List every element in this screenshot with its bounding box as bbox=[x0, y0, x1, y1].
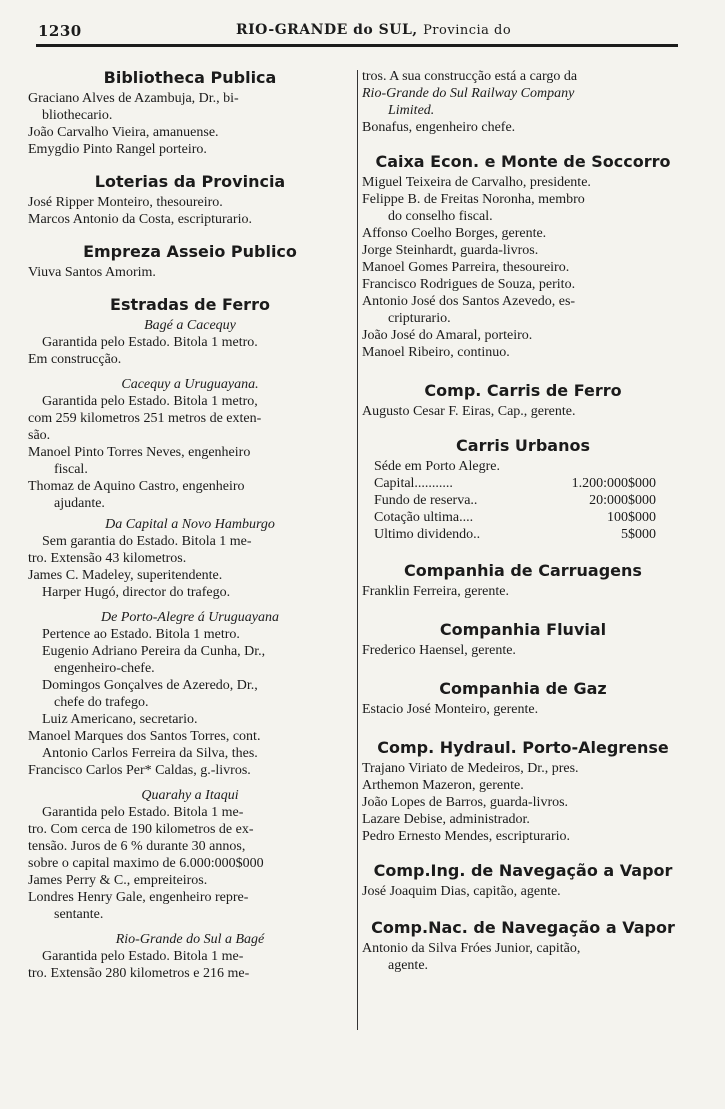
finance-value: 1.200:000$000 bbox=[571, 476, 656, 491]
entry-line: Trajano Viriato de Medeiros, Dr., pres. bbox=[362, 761, 579, 776]
column-divider bbox=[357, 70, 358, 1030]
entry-line: Em construcção. bbox=[28, 352, 122, 367]
right-column bbox=[362, 68, 684, 974]
entry-line: Frederico Haensel, gerente. bbox=[362, 643, 516, 658]
entry-line: Londres Henry Gale, engenheiro repre- bbox=[28, 890, 249, 905]
entry-line: Francisco Carlos Per* Caldas, g.-livros. bbox=[28, 763, 251, 778]
section-heading: Comp. Carris de Ferro bbox=[424, 381, 622, 400]
entry-line: Luiz Americano, secretario. bbox=[42, 712, 198, 727]
entry-line: sobre o capital maximo de 6.000:000$000 bbox=[28, 856, 264, 871]
entry-line: Affonso Coelho Borges, gerente. bbox=[362, 226, 547, 241]
entry-line: Pedro Ernesto Mendes, escripturario. bbox=[362, 829, 570, 844]
entry-line: Manoel Marques dos Santos Torres, cont. bbox=[28, 729, 261, 744]
entry-line: José Joaquim Dias, capitão, agente. bbox=[362, 884, 561, 899]
entry-line: Marcos Antonio da Costa, escripturario. bbox=[28, 212, 252, 227]
entry-line: tro. Extensão 43 kilometros. bbox=[28, 551, 187, 566]
running-title-main: RIO-GRANDE do SUL, bbox=[236, 22, 418, 38]
section-heading: Comp.Nac. de Navegação a Vapor bbox=[371, 918, 675, 937]
entry-line: Manoel Gomes Parreira, thesoureiro. bbox=[362, 260, 570, 275]
entry-line: João José do Amaral, porteiro. bbox=[362, 328, 533, 343]
entry-line: tensão. Juros de 6 % durante 30 annos, bbox=[28, 839, 246, 854]
entry-line: Garantida pelo Estado. Bitola 1 metro. bbox=[42, 335, 258, 350]
entry-line: com 259 kilometros 251 metros de exten- bbox=[28, 411, 262, 426]
finance-value: 5$000 bbox=[621, 527, 656, 542]
entry-line: tros. A sua construcção está a cargo da bbox=[362, 69, 578, 84]
header-rule bbox=[36, 44, 678, 47]
section-heading: Loterias da Provincia bbox=[94, 172, 286, 191]
finance-label: Cotação ultima.... bbox=[374, 510, 474, 525]
entry-line: tro. Extensão 280 kilometros e 216 me- bbox=[28, 966, 250, 981]
section-heading: Caixa Econ. e Monte de Soccorro bbox=[375, 152, 671, 171]
section-heading: Bibliotheca Publica bbox=[103, 68, 277, 87]
entry-line: agente. bbox=[388, 958, 429, 973]
entry-line: Lazare Debise, administrador. bbox=[362, 812, 530, 827]
entry-line: James Perry & C., empreiteiros. bbox=[28, 873, 208, 888]
finance-row bbox=[374, 492, 656, 509]
entry-line: chefe do trafego. bbox=[54, 695, 149, 710]
entry-line: são. bbox=[28, 428, 51, 443]
entry-line: Bonafus, engenheiro chefe. bbox=[362, 120, 516, 135]
entry-line: Viuva Santos Amorim. bbox=[28, 265, 156, 280]
finance-table bbox=[362, 458, 684, 543]
finance-label: Capital........... bbox=[374, 476, 453, 491]
entry-line: Eugenio Adriano Pereira da Cunha, Dr., bbox=[42, 644, 266, 659]
page-header bbox=[38, 22, 678, 42]
railway-title: De Porto-Alegre á Uruguayana bbox=[101, 610, 279, 625]
section-heading: Comp. Hydraul. Porto-Alegrense bbox=[377, 738, 669, 757]
page-number: 1230 bbox=[38, 22, 82, 40]
railway-title: Quarahy a Itaqui bbox=[141, 788, 239, 803]
entry-line: Harper Hugó, director do trafego. bbox=[42, 585, 231, 600]
finance-row bbox=[374, 509, 656, 526]
entry-line: Garantida pelo Estado. Bitola 1 me- bbox=[42, 949, 244, 964]
entry-line: do conselho fiscal. bbox=[388, 209, 493, 224]
finance-row bbox=[374, 475, 656, 492]
entry-line: Augusto Cesar F. Eiras, Cap., gerente. bbox=[362, 404, 576, 419]
entry-line: fiscal. bbox=[54, 462, 88, 477]
entry-line: Francisco Rodrigues de Souza, perito. bbox=[362, 277, 576, 292]
railway-title: Bagé a Cacequy bbox=[144, 318, 236, 333]
section-heading: Comp.Ing. de Navegação a Vapor bbox=[373, 861, 673, 880]
section-heading: Estradas de Ferro bbox=[110, 295, 270, 314]
entry-line: Estacio José Monteiro, gerente. bbox=[362, 702, 539, 717]
running-title-sub: Provincia do bbox=[423, 23, 512, 38]
entry-line: cripturario. bbox=[388, 311, 451, 326]
entry-line: tro. Com cerca de 190 kilometros de ex- bbox=[28, 822, 254, 837]
entry-line: Miguel Teixeira de Carvalho, presidente. bbox=[362, 175, 591, 190]
entry-line: Thomaz de Aquino Castro, engenheiro bbox=[28, 479, 245, 494]
entry-line: Franklin Ferreira, gerente. bbox=[362, 584, 509, 599]
finance-label: Fundo de reserva.. bbox=[374, 493, 478, 508]
section-heading: Companhia de Gaz bbox=[439, 679, 607, 698]
railway-title: Rio-Grande do Sul a Bagé bbox=[115, 932, 265, 947]
running-title bbox=[236, 22, 511, 38]
entry-line: Felippe B. de Freitas Noronha, membro bbox=[362, 192, 585, 207]
entry-line: Limited. bbox=[388, 103, 435, 118]
entry-line: bliothecario. bbox=[42, 108, 113, 123]
entry-line: Manoel Pinto Torres Neves, engenheiro bbox=[28, 445, 251, 460]
finance-value: 20:000$000 bbox=[589, 493, 656, 508]
entry-line: engenheiro-chefe. bbox=[54, 661, 155, 676]
entry-line: Domingos Gonçalves de Azeredo, Dr., bbox=[42, 678, 258, 693]
entry-line: Sem garantia do Estado. Bitola 1 me- bbox=[42, 534, 252, 549]
entry-line: Antonio da Silva Fróes Junior, capitão, bbox=[362, 941, 581, 956]
entry-line: Antonio José dos Santos Azevedo, es- bbox=[362, 294, 576, 309]
entry-line: Pertence ao Estado. Bitola 1 metro. bbox=[42, 627, 240, 642]
section-heading: Carris Urbanos bbox=[456, 436, 590, 455]
entry-line: Antonio Carlos Ferreira da Silva, thes. bbox=[42, 746, 258, 761]
entry-line: Manoel Ribeiro, continuo. bbox=[362, 345, 510, 360]
entry-line: João Carvalho Vieira, amanuense. bbox=[28, 125, 219, 140]
entry-line: João Lopes de Barros, guarda-livros. bbox=[362, 795, 569, 810]
section-heading: Companhia de Carruagens bbox=[404, 561, 642, 580]
entry-line: Graciano Alves de Azambuja, Dr., bi- bbox=[28, 91, 239, 106]
finance-value: 100$000 bbox=[607, 510, 656, 525]
railway-title: Da Capital a Novo Hamburgo bbox=[105, 517, 275, 532]
entry-line: Emygdio Pinto Rangel porteiro. bbox=[28, 142, 207, 157]
entry-line: sentante. bbox=[54, 907, 104, 922]
entry-line: Garantida pelo Estado. Bitola 1 me- bbox=[42, 805, 244, 820]
railway-title: Cacequy a Uruguayana. bbox=[121, 377, 259, 392]
entry-line: Arthemon Mazeron, gerente. bbox=[362, 778, 524, 793]
finance-label: Ultimo dividendo.. bbox=[374, 527, 481, 542]
finance-row bbox=[374, 526, 656, 543]
section-heading: Companhia Fluvial bbox=[439, 620, 607, 639]
entry-line: James C. Madeley, superitendente. bbox=[28, 568, 223, 583]
entry-line: José Ripper Monteiro, thesoureiro. bbox=[28, 195, 223, 210]
entry-line: Garantida pelo Estado. Bitola 1 metro, bbox=[42, 394, 258, 409]
left-column bbox=[28, 68, 352, 982]
entry-line: Jorge Steinhardt, guarda-livros. bbox=[362, 243, 539, 258]
section-heading: Empreza Asseio Publico bbox=[83, 242, 297, 261]
entry-line: Séde em Porto Alegre. bbox=[374, 459, 500, 474]
entry-line: ajudante. bbox=[54, 496, 105, 511]
entry-line: Rio-Grande do Sul Railway Company bbox=[362, 86, 575, 101]
